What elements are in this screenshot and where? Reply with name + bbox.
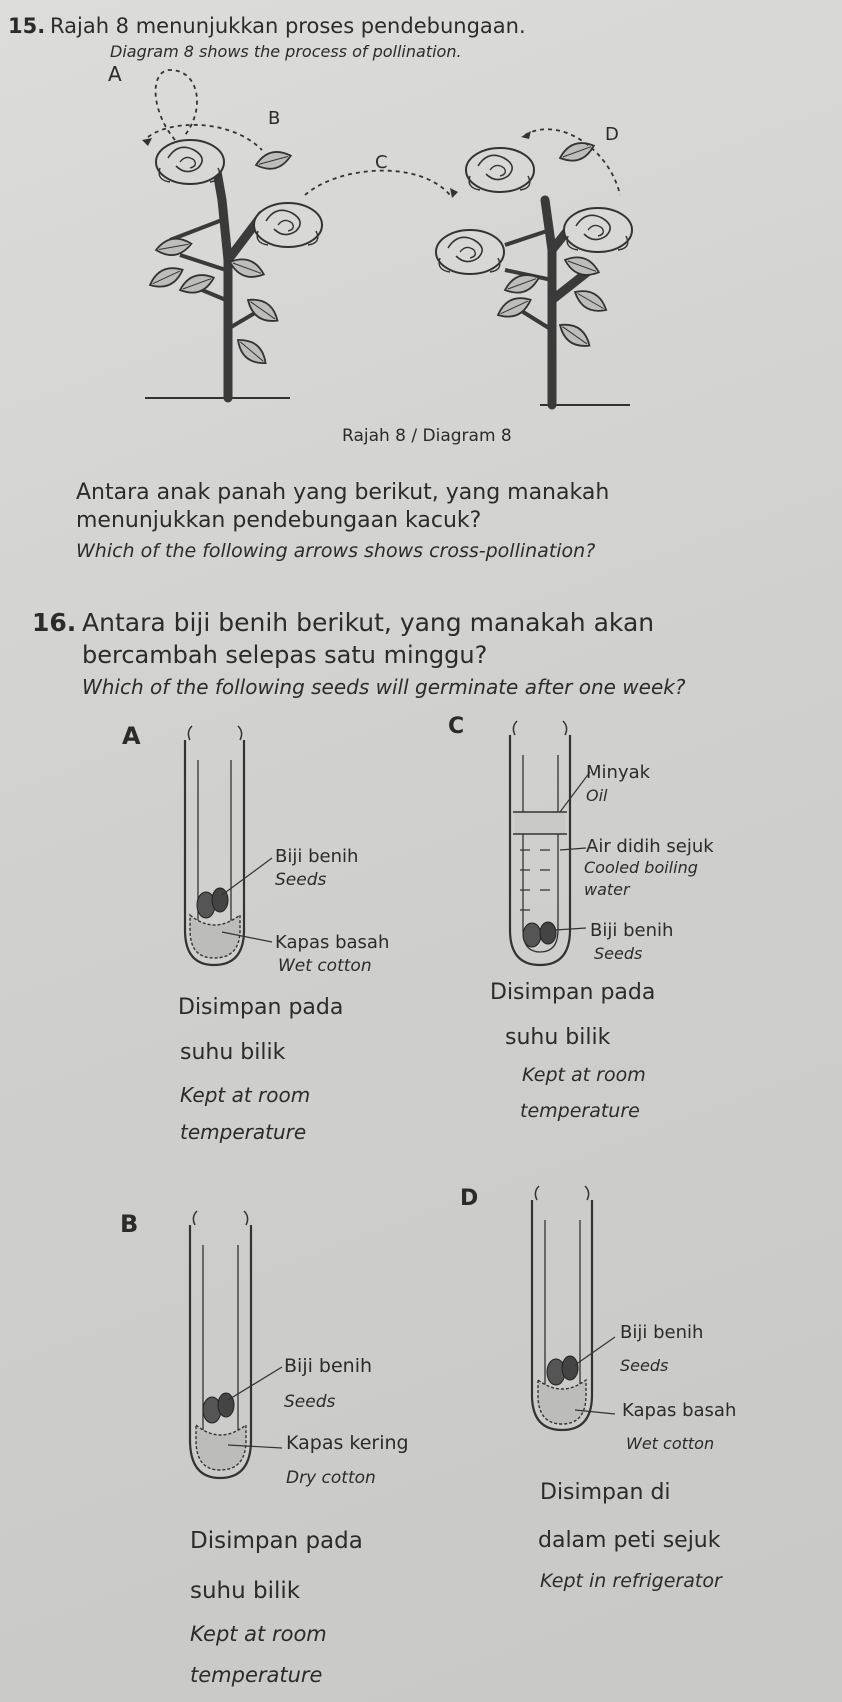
option-a-cond-malay-2: suhu bilik (180, 1040, 286, 1065)
arrow-label-a: A (108, 62, 122, 86)
option-d-seeds-english: Seeds (620, 1356, 669, 1375)
option-c-cond-english-1: Kept at room (522, 1064, 646, 1086)
option-b-seeds-english: Seeds (284, 1392, 336, 1412)
option-c-cond-malay-2: suhu bilik (505, 1025, 611, 1050)
q16-question-english: Which of the following seeds will germinate after one week? (82, 675, 686, 699)
option-b-letter[interactable]: B (120, 1210, 139, 1238)
option-c-cond-english-2: temperature (520, 1100, 640, 1122)
option-b-cond-english-2: temperature (190, 1663, 323, 1687)
arrow-c (305, 171, 450, 195)
option-d-cond-english-1: Kept in refrigerator (540, 1570, 722, 1592)
q15-question-malay-2: menunjukkan pendebungaan kacuk? (76, 508, 482, 533)
option-b-cond-english-1: Kept at room (190, 1622, 327, 1646)
arrow-a (156, 70, 197, 140)
option-b-cond-malay-2: suhu bilik (190, 1578, 301, 1604)
q15-intro-english: Diagram 8 shows the process of pollination. (110, 42, 462, 61)
q16-number: 16. (32, 608, 77, 637)
option-d-cotton-english: Wet cotton (626, 1434, 715, 1453)
option-c-oil-malay: Minyak (586, 762, 651, 783)
option-c-cond-malay-1: Disimpan pada (490, 980, 656, 1005)
q15-number: 15. (8, 14, 46, 38)
option-c-water-malay: Air didih sejuk (586, 836, 714, 857)
option-d-letter[interactable]: D (460, 1186, 479, 1211)
option-b-cotton-malay: Kapas kering (286, 1432, 409, 1454)
option-a-cond-english-1: Kept at room (180, 1083, 311, 1107)
option-a-cotton-malay: Kapas basah (275, 932, 390, 953)
option-a-cond-malay-1: Disimpan pada (178, 995, 344, 1020)
option-b-cotton-english: Dry cotton (286, 1468, 376, 1488)
arrow-label-c: C (375, 152, 388, 173)
option-a-seeds-malay: Biji benih (275, 846, 359, 867)
option-c-water-english-2: water (584, 880, 630, 899)
option-c-seeds-malay: Biji benih (590, 920, 674, 941)
q15-question-english: Which of the following arrows shows cross-pollination? (76, 540, 596, 562)
q16-question-malay-2: bercambah selepas satu minggu? (82, 641, 488, 669)
diagram-caption: Rajah 8 / Diagram 8 (342, 426, 512, 446)
option-b-cond-malay-1: Disimpan pada (190, 1528, 363, 1554)
q15-question-malay-1: Antara anak panah yang berikut, yang manakah (76, 480, 610, 505)
option-d-cond-malay-1: Disimpan di (540, 1480, 671, 1505)
arrow-label-b: B (268, 108, 281, 129)
arrow-label-d: D (605, 124, 619, 145)
right-rose-plant (436, 138, 632, 405)
option-d-cond-malay-2: dalam peti sejuk (538, 1528, 721, 1553)
option-c-letter[interactable]: C (448, 714, 465, 739)
option-c-oil-english: Oil (586, 786, 608, 805)
option-a-cotton-english: Wet cotton (278, 956, 372, 976)
option-a-seeds-english: Seeds (275, 870, 327, 890)
option-c-seeds-english: Seeds (594, 944, 643, 963)
option-d-seeds-malay: Biji benih (620, 1322, 704, 1343)
q15-intro-malay: Rajah 8 menunjukkan proses pendebungaan. (50, 14, 526, 38)
option-b-seeds-malay: Biji benih (284, 1355, 373, 1377)
diagram-8-pollination (0, 0, 842, 440)
option-a-letter[interactable]: A (122, 722, 141, 750)
q16-question-malay-1: Antara biji benih berikut, yang manakah akan (82, 608, 655, 637)
left-rose-plant (145, 140, 322, 398)
option-c-water-english-1: Cooled boiling (584, 858, 698, 877)
option-d-cotton-malay: Kapas basah (622, 1400, 737, 1421)
option-a-cond-english-2: temperature (180, 1120, 307, 1144)
